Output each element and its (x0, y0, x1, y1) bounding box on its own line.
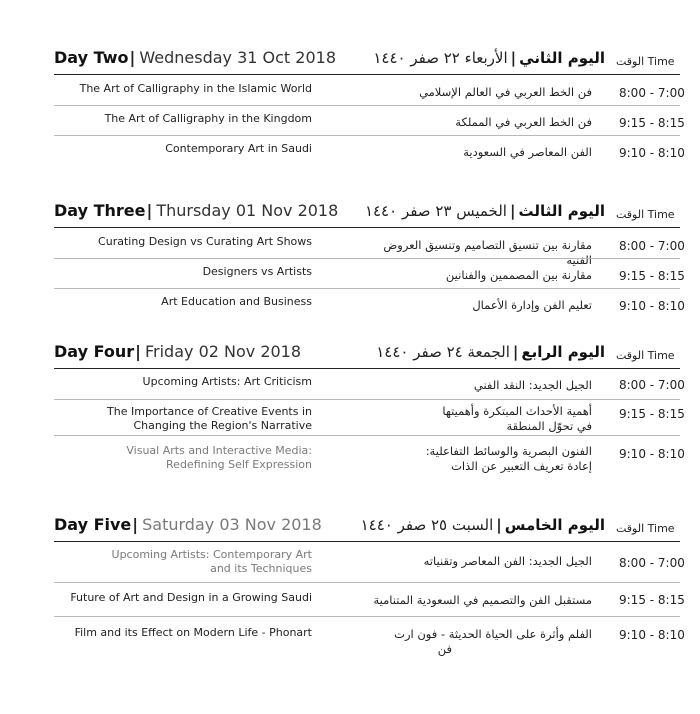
title-line: and its Techniques (210, 562, 312, 575)
session-title-en: Art Education and Business (161, 295, 312, 308)
date-label-ar: الجمعة ٢٤ صفر ١٤٤٠ (376, 343, 510, 361)
session-title-en: The Art of Calligraphy in the Islamic World (79, 82, 312, 95)
time-header-ar: الوقت (616, 208, 645, 221)
session-row (54, 106, 685, 136)
session-time: 9:10 - 8:10 (619, 628, 685, 642)
session-row (54, 583, 685, 617)
section-rule (54, 227, 680, 228)
day-four-title-ar (376, 343, 605, 361)
date-label-ar: الخميس ٢٣ صفر ١٤٤٠ (364, 202, 507, 220)
session-title-ar: مستقبل الفن والتصميم في السعودية المتنامية (373, 593, 592, 607)
session-row (54, 617, 685, 661)
title-line-ar: فن (437, 642, 452, 656)
time-header-en: Time (647, 522, 675, 535)
title-separator-ar: | (509, 202, 516, 220)
session-title-en (54, 444, 312, 472)
day-label: Day Three (54, 201, 146, 220)
day-two-title-en (54, 48, 336, 67)
time-column-header (616, 208, 675, 221)
session-row (54, 136, 685, 166)
session-title-en: The Art of Calligraphy in the Kingdom (104, 112, 312, 125)
day-label-ar: اليوم الخامس (504, 516, 605, 534)
day-three-header (0, 201, 700, 225)
session-title-en: Curating Design vs Curating Art Shows (98, 235, 312, 248)
title-separator-ar: | (510, 49, 517, 67)
title-line-ar: أهمية الأحداث المبتكرة وأهميتها (442, 404, 592, 418)
session-time: 8:00 - 7:00 (619, 239, 685, 253)
session-title-en: Contemporary Art in Saudi (165, 142, 312, 155)
section-rule (54, 541, 680, 542)
session-time: 8:00 - 7:00 (619, 86, 685, 100)
day-label-ar: اليوم الرابع (521, 343, 605, 361)
section-rule (54, 74, 680, 75)
session-row (54, 436, 685, 480)
session-time: 9:10 - 8:10 (619, 447, 685, 461)
time-header-ar: الوقت (616, 55, 645, 68)
session-time: 9:15 - 8:15 (619, 269, 685, 283)
title-line-ar: الفلم وأثرة على الحياة الحديثة - فون ارت (394, 627, 592, 641)
date-label: Wednesday 31 Oct 2018 (139, 48, 336, 67)
day-five-title-ar (361, 516, 605, 534)
day-four-header (0, 342, 700, 366)
day-five-header (0, 515, 700, 539)
section-rule (54, 368, 680, 369)
session-title-ar (356, 627, 592, 657)
session-title-ar (356, 444, 592, 474)
date-label: Thursday 01 Nov 2018 (156, 201, 339, 220)
session-title-en (54, 548, 312, 576)
session-title-ar: تعليم الفن وإدارة الأعمال (472, 298, 592, 312)
session-row (54, 259, 685, 289)
time-header-en: Time (647, 349, 675, 362)
session-time: 9:10 - 8:10 (619, 146, 685, 160)
title-separator: | (146, 201, 153, 220)
day-four-title-en (54, 342, 301, 361)
session-title-ar: فن الخط العربي في العالم الإسلامي (419, 85, 592, 99)
time-header-en: Time (647, 55, 675, 68)
title-line-ar: في تحوّل المنطقة (506, 419, 592, 433)
day-five-title-en (54, 515, 322, 534)
session-title-en: Film and its Effect on Modern Life - Phonart (74, 626, 312, 639)
date-label-ar: الأربعاء ٢٢ صفر ١٤٤٠ (373, 49, 508, 67)
title-line: The Importance of Creative Events in (107, 405, 312, 418)
title-line-ar: الفنون البصرية والوسائط التفاعلية: (425, 444, 592, 458)
session-title-ar: مقارنة بين المصممين والفنانين (445, 268, 592, 282)
session-row (54, 400, 685, 436)
session-time: 9:15 - 8:15 (619, 407, 685, 421)
session-title-en (54, 405, 312, 433)
session-title-ar (356, 404, 592, 434)
day-label-ar: اليوم الثاني (519, 49, 605, 67)
session-title-ar: الجيل الجديد: الفن المعاصر وتقنياته (423, 554, 592, 568)
day-two-title-ar (373, 49, 605, 67)
title-line: Upcoming Artists: Contemporary Art (111, 548, 312, 561)
session-time: 9:15 - 8:15 (619, 116, 685, 130)
session-time: 9:15 - 8:15 (619, 593, 685, 607)
time-header-ar: الوقت (616, 522, 645, 535)
session-title-ar: مقارنة بين تنسيق التصاميم وتنسيق العروض الفنية (383, 238, 592, 267)
day-label-ar: اليوم الثالث (518, 202, 605, 220)
session-row (54, 370, 685, 400)
title-line: Redefining Self Expression (166, 458, 312, 471)
day-two-header (0, 48, 700, 72)
time-header-ar: الوقت (616, 349, 645, 362)
time-column-header (616, 55, 675, 68)
title-separator: | (132, 515, 139, 534)
title-separator-ar: | (512, 343, 519, 361)
session-time: 9:10 - 8:10 (619, 299, 685, 313)
session-time: 8:00 - 7:00 (619, 378, 685, 392)
session-row (54, 289, 685, 319)
date-label-ar: السبت ٢٥ صفر ١٤٤٠ (360, 516, 494, 534)
session-row (54, 76, 685, 106)
title-line-ar: إعادة تعريف التعبير عن الذات (451, 459, 592, 473)
day-three-title-en (54, 201, 338, 220)
day-label: Day Four (54, 342, 135, 361)
session-title-ar: الجيل الجديد: النقد الفني (473, 378, 592, 392)
session-title-en: Future of Art and Design in a Growing Saudi (70, 591, 312, 604)
session-title-ar: فن الخط العربي في المملكة (455, 115, 592, 129)
session-row (54, 229, 685, 267)
time-column-header (616, 522, 675, 535)
date-label: Saturday 03 Nov 2018 (142, 515, 322, 534)
session-time: 8:00 - 7:00 (619, 556, 685, 570)
time-column-header (616, 349, 675, 362)
title-line: Visual Arts and Interactive Media: (126, 444, 312, 457)
title-separator: | (129, 48, 136, 67)
day-three-title-ar (365, 202, 605, 220)
title-separator: | (135, 342, 141, 361)
day-label: Day Two (54, 48, 129, 67)
day-label: Day Five (54, 515, 132, 534)
time-header-en: Time (647, 208, 675, 221)
session-title-en: Designers vs Artists (202, 265, 312, 278)
date-label: Friday 02 Nov 2018 (144, 342, 302, 361)
session-row (54, 543, 685, 583)
title-separator-ar: | (496, 516, 502, 534)
title-line: Changing the Region's Narrative (133, 419, 312, 432)
session-title-ar: الفن المعاصر في السعودية (463, 145, 592, 159)
session-title-en: Upcoming Artists: Art Criticism (142, 375, 312, 388)
